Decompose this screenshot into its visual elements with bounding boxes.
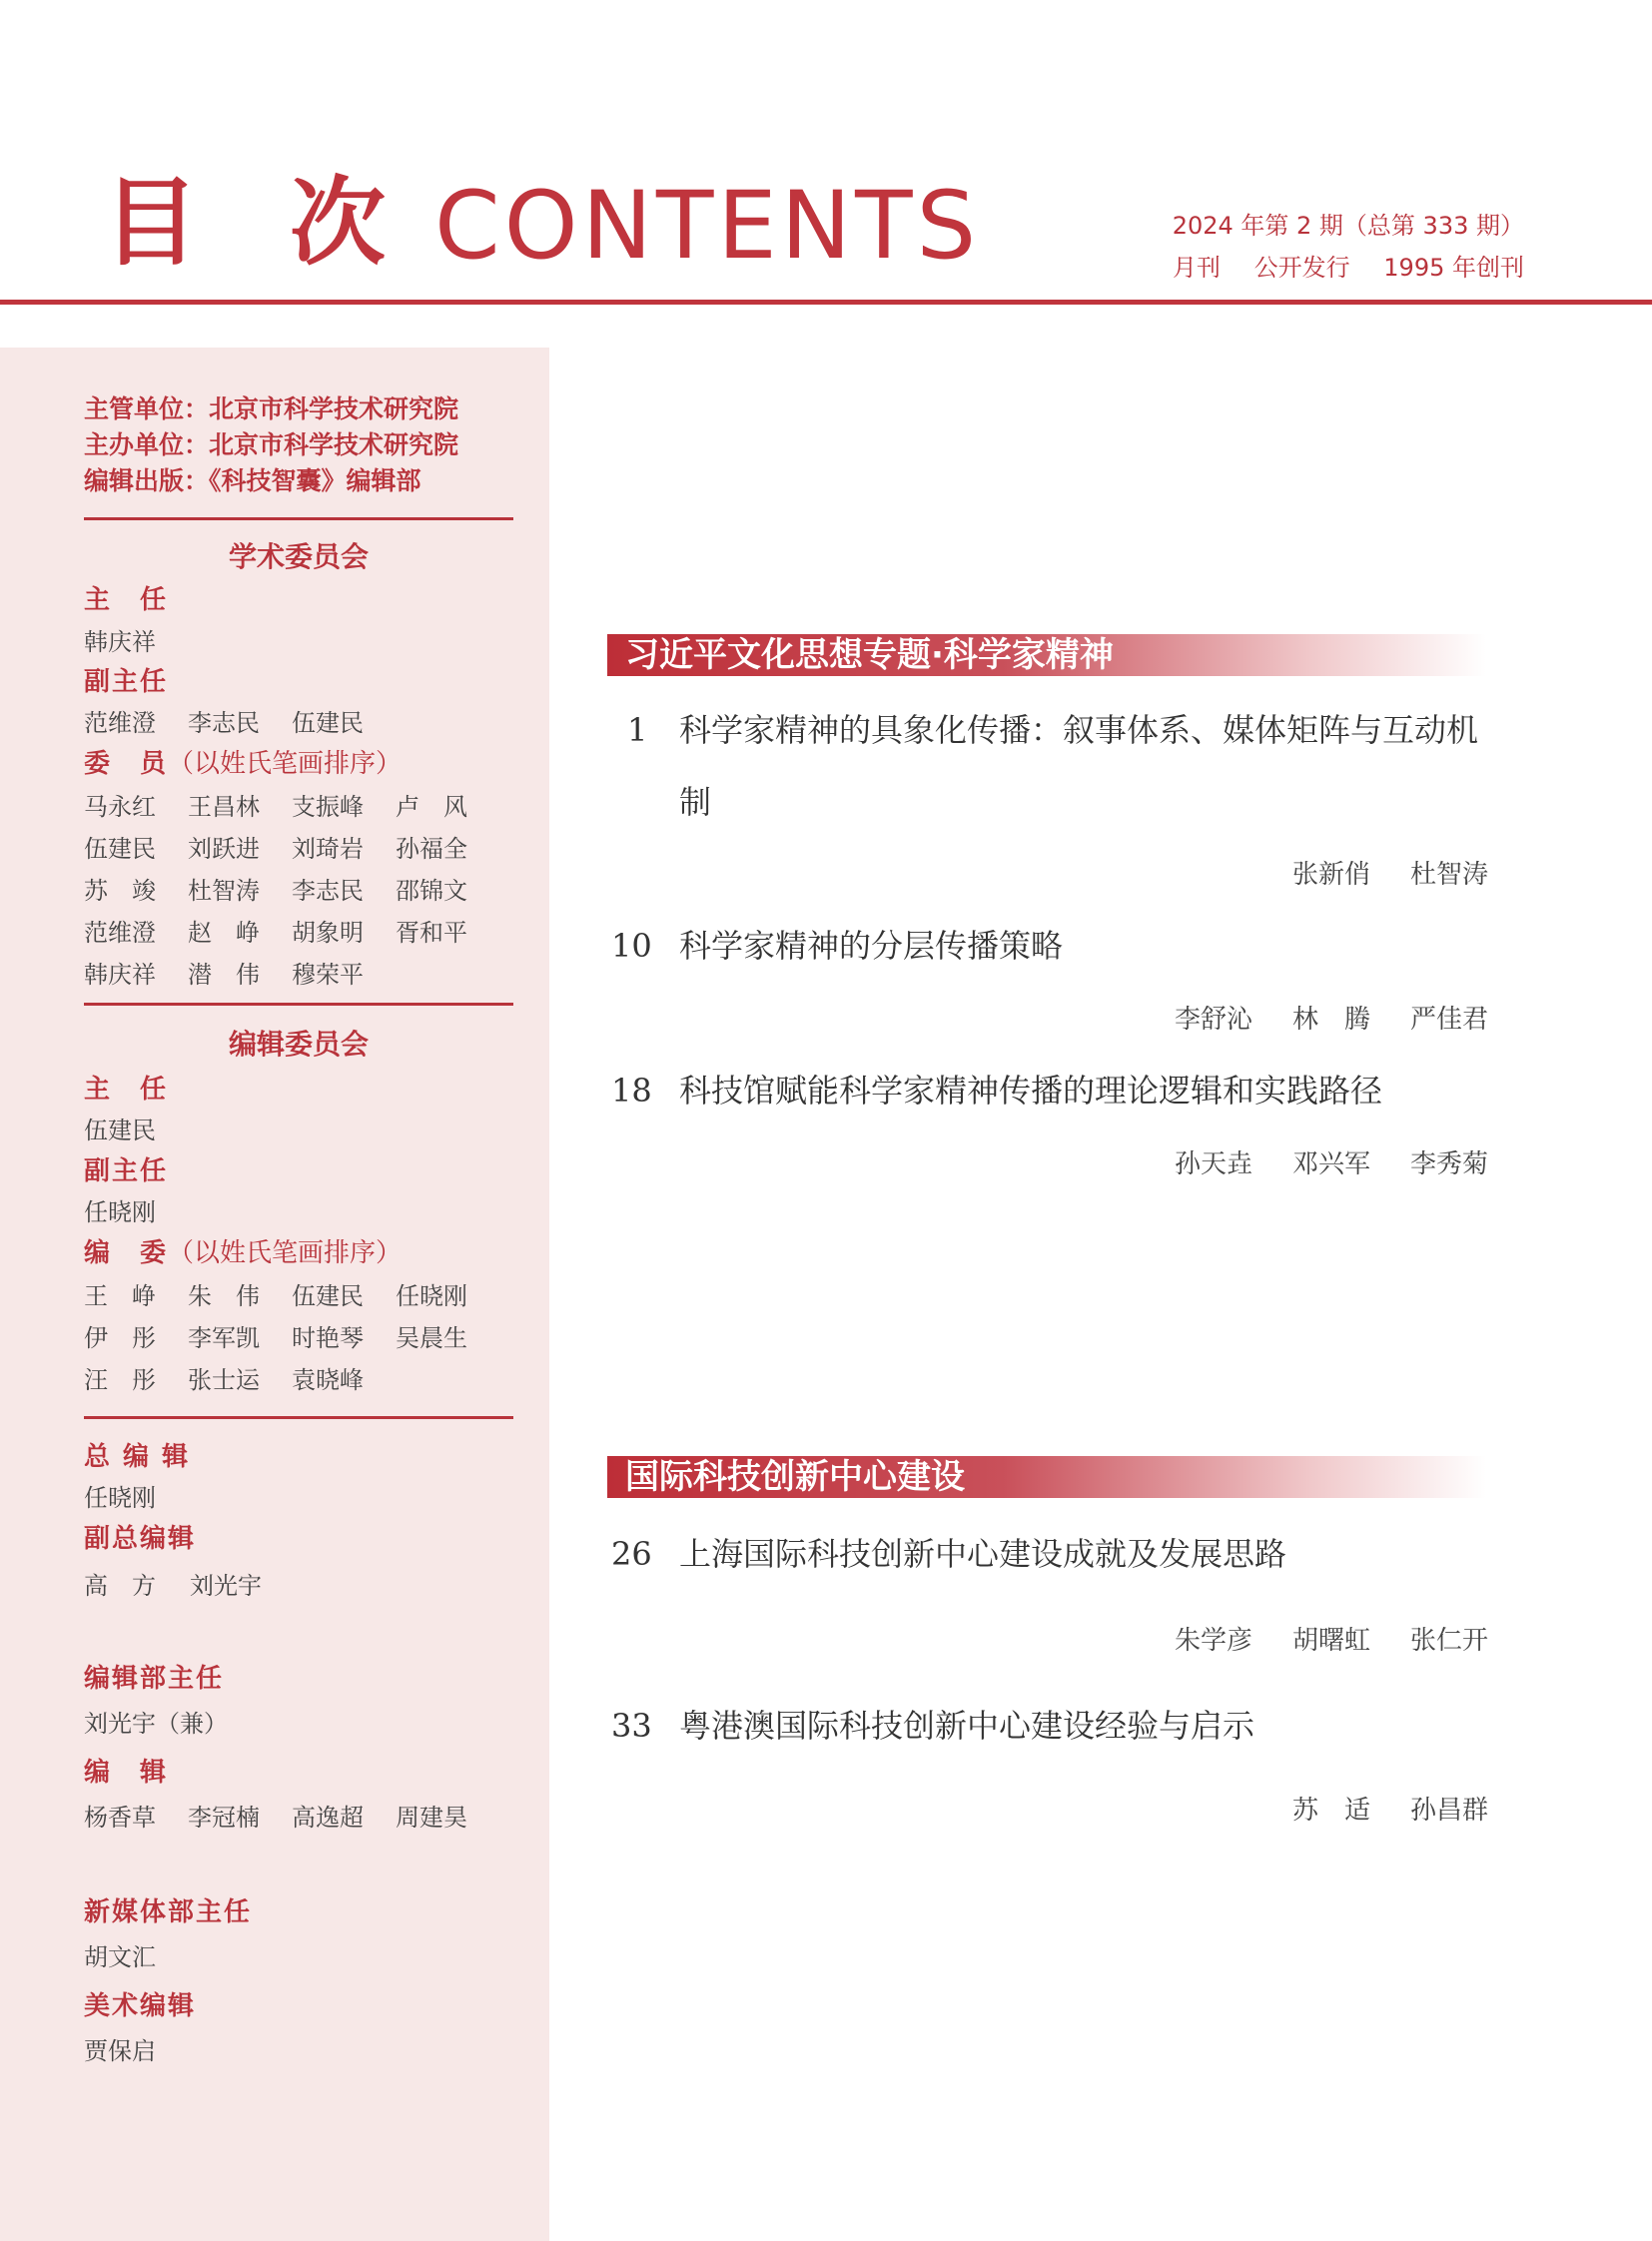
article-page: 33	[611, 1707, 652, 1745]
org-sponsor: 主办单位：北京市科学技术研究院	[84, 430, 459, 459]
media-director-label: 新媒体部主任	[84, 1897, 253, 1927]
editorial-members-row: 汪 彤 张士运 袁晓峰	[84, 1366, 364, 1394]
frequency: 月刊	[1173, 254, 1221, 282]
dept-director: 刘光宇（兼）	[84, 1710, 228, 1738]
title-contents: CONTENTS	[434, 172, 981, 281]
editorial-deputy-label: 副主任	[84, 1156, 169, 1186]
academic-members-row: 范维澄 赵 峥 胡象明 胥和平	[84, 919, 467, 947]
chief-editor: 任晓刚	[84, 1484, 156, 1512]
editors-label: 编 辑	[84, 1758, 169, 1788]
editorial-director-label: 主 任	[84, 1075, 169, 1105]
editorial-members-row: 伊 彤 李军凯 时艳琴 吴晨生	[84, 1324, 467, 1352]
founded-year: 1995 年创刊	[1383, 254, 1524, 282]
article-authors: 孙天垚 邓兴军 李秀菊	[1174, 1149, 1488, 1179]
title-ci: 次	[290, 167, 386, 279]
section-banner	[607, 1456, 1486, 1498]
article-page: 26	[611, 1535, 652, 1573]
editorial-members-label: 编 委（以姓氏笔画排序）	[84, 1238, 403, 1268]
article-title[interactable]: 粤港澳国际科技创新中心建设经验与启示	[679, 1707, 1255, 1745]
person-name: 伍建民	[292, 709, 364, 737]
distribution: 公开发行	[1253, 254, 1350, 282]
section-title: 习近平文化思想专题·科学家精神	[625, 635, 1114, 675]
art-editor: 贾保启	[84, 2037, 156, 2065]
org-supervisor: 主管单位：北京市科学技术研究院	[84, 394, 459, 423]
editorial-deputy: 任晓刚	[84, 1198, 156, 1226]
section-title: 国际科技创新中心建设	[625, 1457, 965, 1497]
article-title[interactable]: 科学家精神的具象化传播：叙事体系、媒体矩阵与互动机制	[679, 711, 1479, 821]
academic-director	[84, 622, 188, 657]
academic-members-row: 韩庆祥 潜 伟 穆荣平	[84, 961, 364, 989]
academic-committee-title: 学术委员会	[228, 540, 369, 573]
academic-members-row: 苏 竣 杜智涛 李志民 邵锦文	[84, 877, 467, 905]
org-publisher: 编辑出版：《科技智囊》编辑部	[84, 466, 421, 495]
art-editor-label: 美术编辑	[84, 1991, 197, 2021]
academic-members-label: 委 员（以姓氏笔画排序）	[84, 749, 403, 779]
dept-director-label: 编辑部主任	[84, 1664, 225, 1694]
editorial-director: 伍建民	[84, 1117, 156, 1144]
editorial-members-row: 王 峥 朱 伟 伍建民 任晓刚	[84, 1282, 467, 1310]
sort-note: （以姓氏笔画排序）	[168, 749, 403, 779]
article-page: 10	[611, 927, 652, 965]
editors: 杨香草 李冠楠 高逸超 周建昊	[84, 1804, 467, 1832]
person-name: 韩庆祥	[84, 628, 156, 656]
divider	[84, 1416, 513, 1419]
header-divider	[0, 300, 1652, 305]
sort-note: （以姓氏笔画排序）	[168, 1238, 403, 1268]
masthead-sidebar	[0, 348, 549, 2241]
article-page: 18	[611, 1072, 652, 1110]
divider	[84, 1003, 513, 1006]
academic-deputies	[84, 703, 396, 738]
academic-members-row: 马永红 王昌林 支振峰 卢 风	[84, 793, 467, 821]
person-name: 李志民	[188, 709, 260, 737]
article-page: 1	[627, 711, 648, 749]
section-banner	[607, 634, 1486, 676]
title-mu: 目	[103, 167, 199, 279]
article-title[interactable]: 科技馆赋能科学家精神传播的理论逻辑和实践路径	[679, 1072, 1383, 1110]
chief-editor-label: 总 编 辑	[84, 1442, 191, 1472]
article-authors: 李舒沁 林 腾 严佳君	[1174, 1005, 1488, 1035]
article-authors: 张新俏 杜智涛	[1291, 860, 1488, 890]
editorial-committee-title: 编辑委员会	[228, 1028, 369, 1061]
publication-info	[1173, 248, 1524, 283]
article-authors: 朱学彦 胡曙虹 张仁开	[1174, 1626, 1488, 1656]
person-name: 范维澄	[84, 709, 156, 737]
article-title[interactable]: 科学家精神的分层传播策略	[679, 927, 1064, 965]
divider	[84, 517, 513, 520]
deputy-chiefs: 高 方 刘光宇	[84, 1572, 262, 1600]
academic-director-label: 主 任	[84, 585, 169, 615]
article-title[interactable]: 上海国际科技创新中心建设成就及发展思路	[679, 1535, 1287, 1573]
article-authors: 苏 适 孙昌群	[1291, 1796, 1488, 1826]
issue-number: 2024 年第 2 期（总第 333 期）	[1172, 212, 1524, 240]
academic-deputy-label: 副主任	[84, 667, 169, 697]
media-director: 胡文汇	[84, 1943, 156, 1971]
academic-members-row: 伍建民 刘跃进 刘琦岩 孙福全	[84, 835, 467, 863]
deputy-chief-label: 副总编辑	[84, 1524, 197, 1554]
